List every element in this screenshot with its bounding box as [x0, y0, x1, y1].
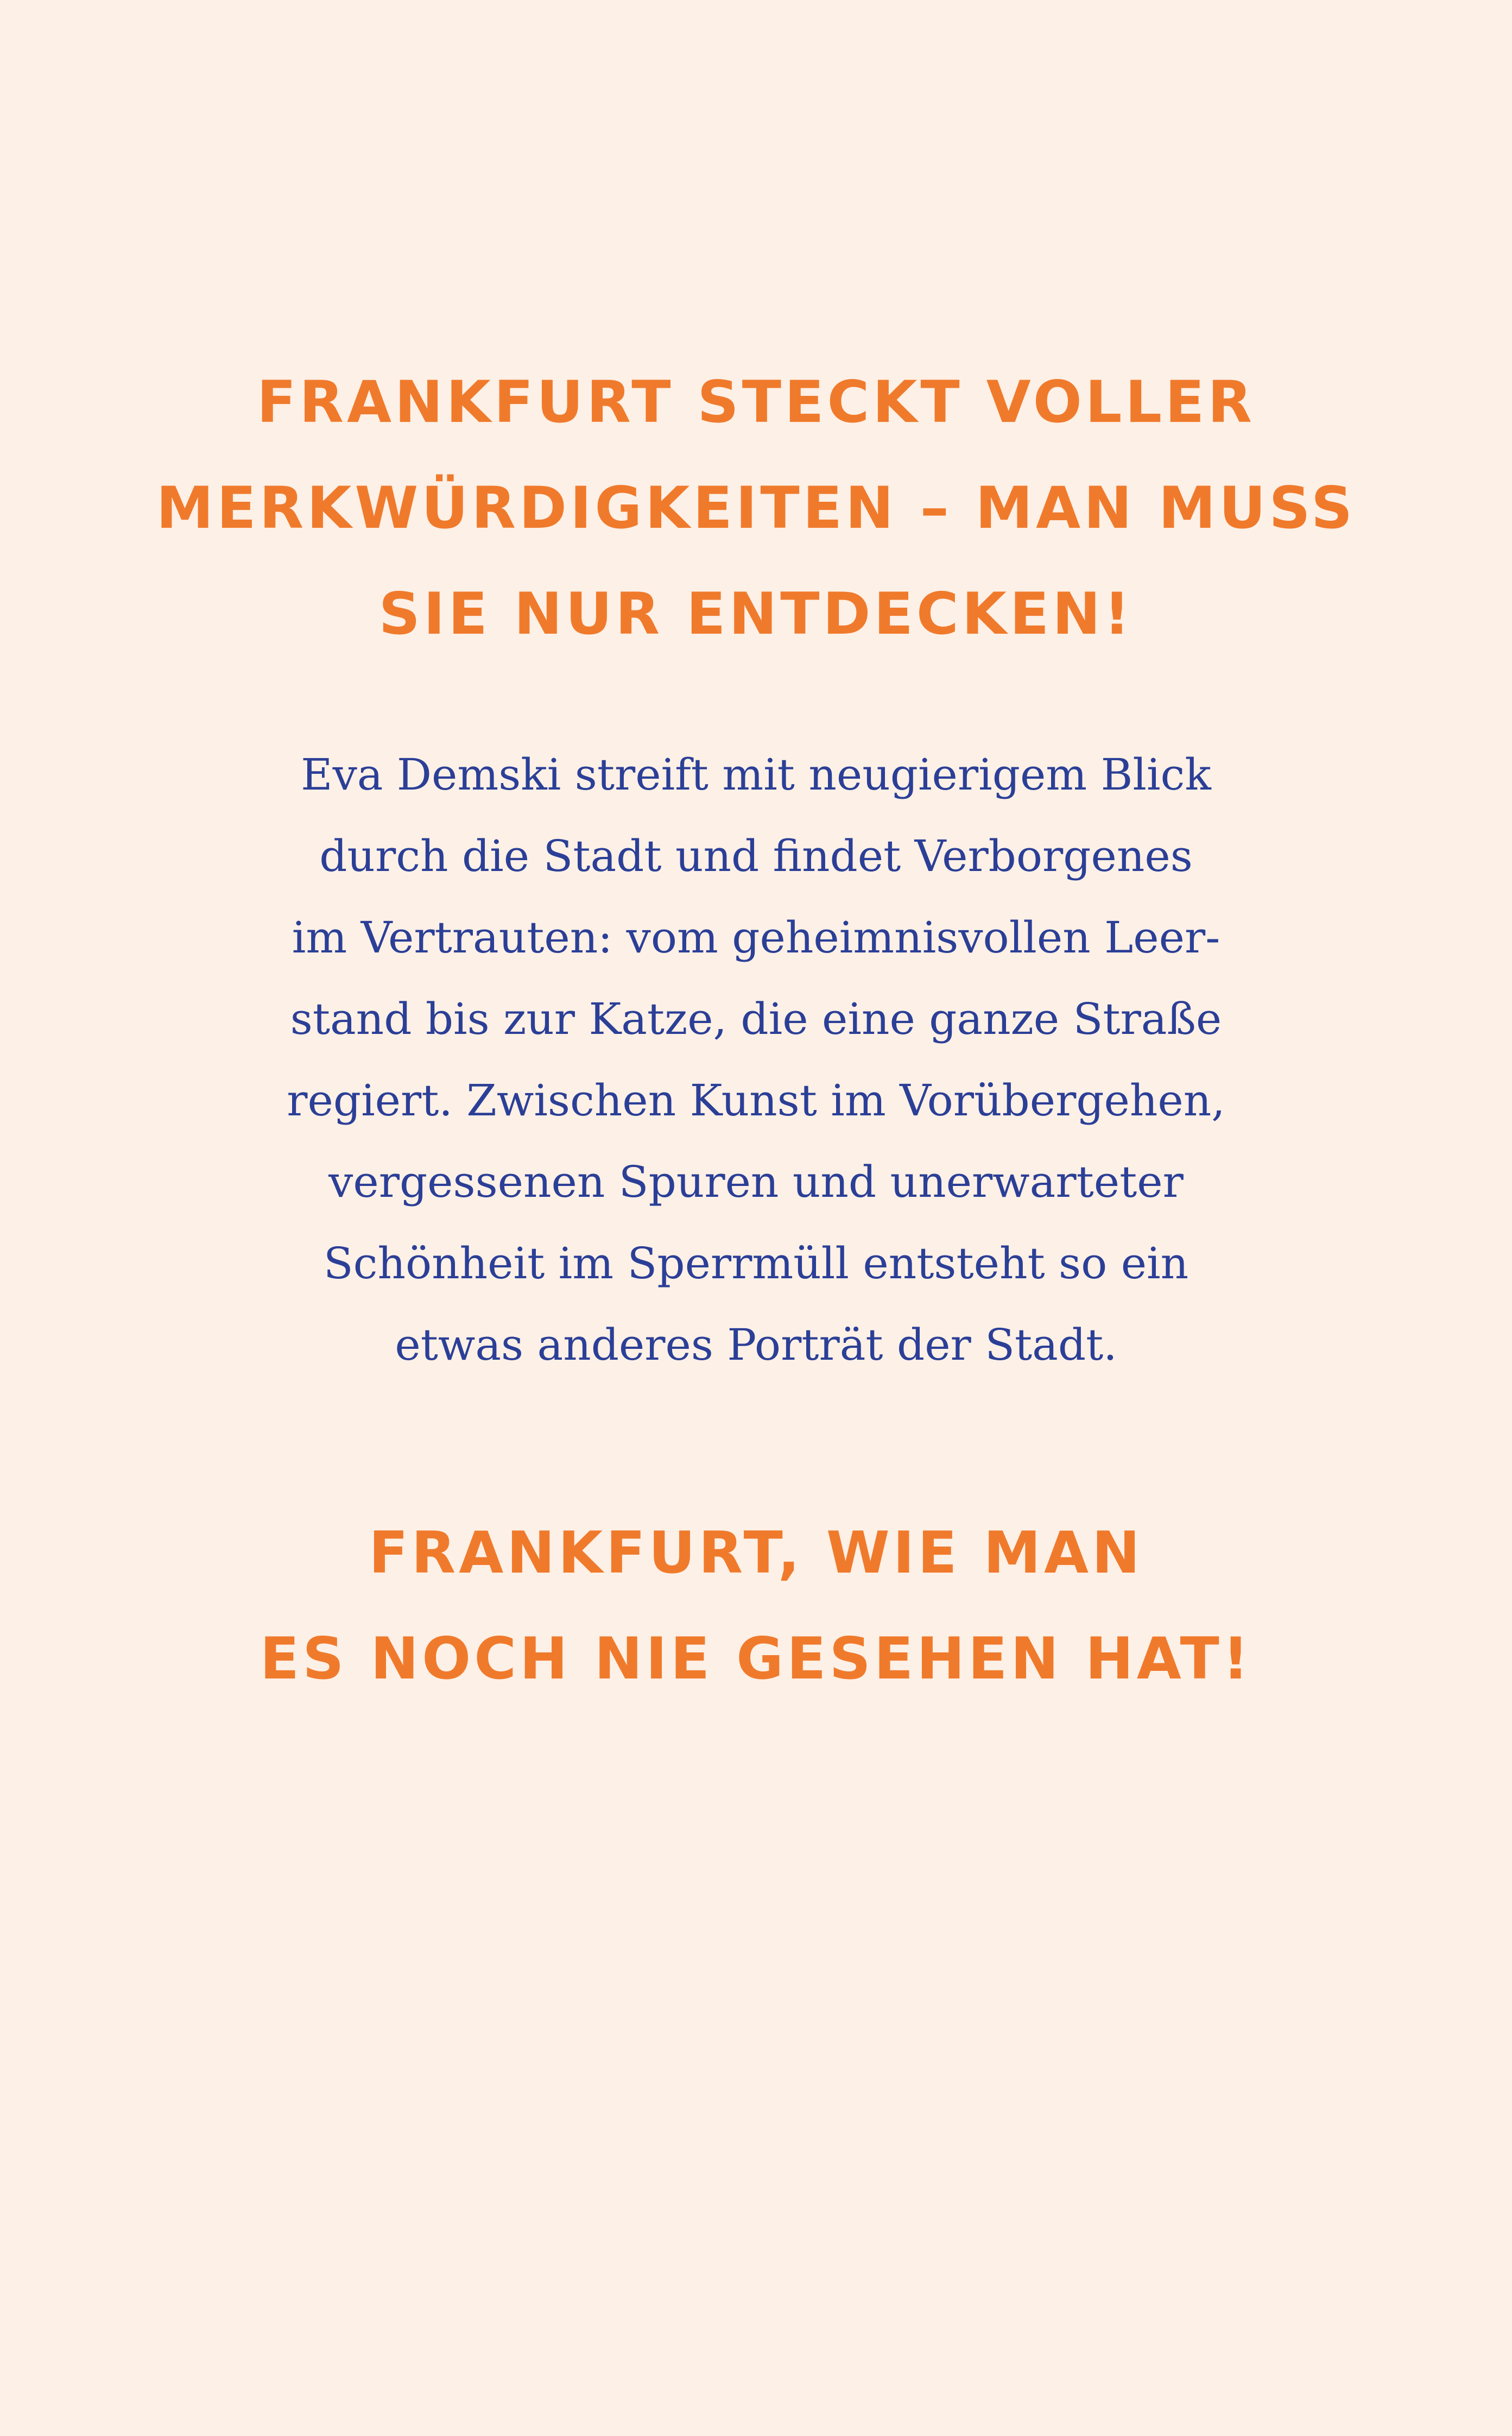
headline-top-line: MERKWÜRDIGKEITEN – MAN MUSS — [156, 475, 1356, 541]
blurb-line: Schönheit im Sperrmüll entsteht so ein — [323, 1238, 1189, 1289]
blurb-line: etwas anderes Porträt der Stadt. — [395, 1320, 1117, 1370]
blurb-line: regiert. Zwischen Kunst im Vorübergehen, — [287, 1075, 1225, 1126]
blurb-line: vergessenen Spuren und unerwarteter — [328, 1157, 1184, 1207]
headline-top — [0, 349, 1512, 667]
headline-bottom-line: ES NOCH NIE GESEHEN HAT! — [260, 1625, 1252, 1692]
headline-bottom — [0, 1500, 1512, 1712]
headline-top-line: FRANKFURT STECKT VOLLER — [256, 369, 1256, 436]
blurb-line: im Vertrauten: vom geheimnisvollen Leer- — [292, 912, 1220, 963]
headline-bottom-line: FRANKFURT, WIE MAN — [369, 1519, 1143, 1586]
blurb-text — [0, 734, 1512, 1386]
blurb-line: durch die Stadt und findet Verborgenes — [319, 831, 1193, 881]
headline-top-line: SIE NUR ENTDECKEN! — [378, 580, 1134, 647]
blurb-line: Eva Demski streift mit neugierigem Blick — [301, 749, 1211, 800]
blurb-line: stand bis zur Katze, die eine ganze Straße — [290, 994, 1222, 1044]
